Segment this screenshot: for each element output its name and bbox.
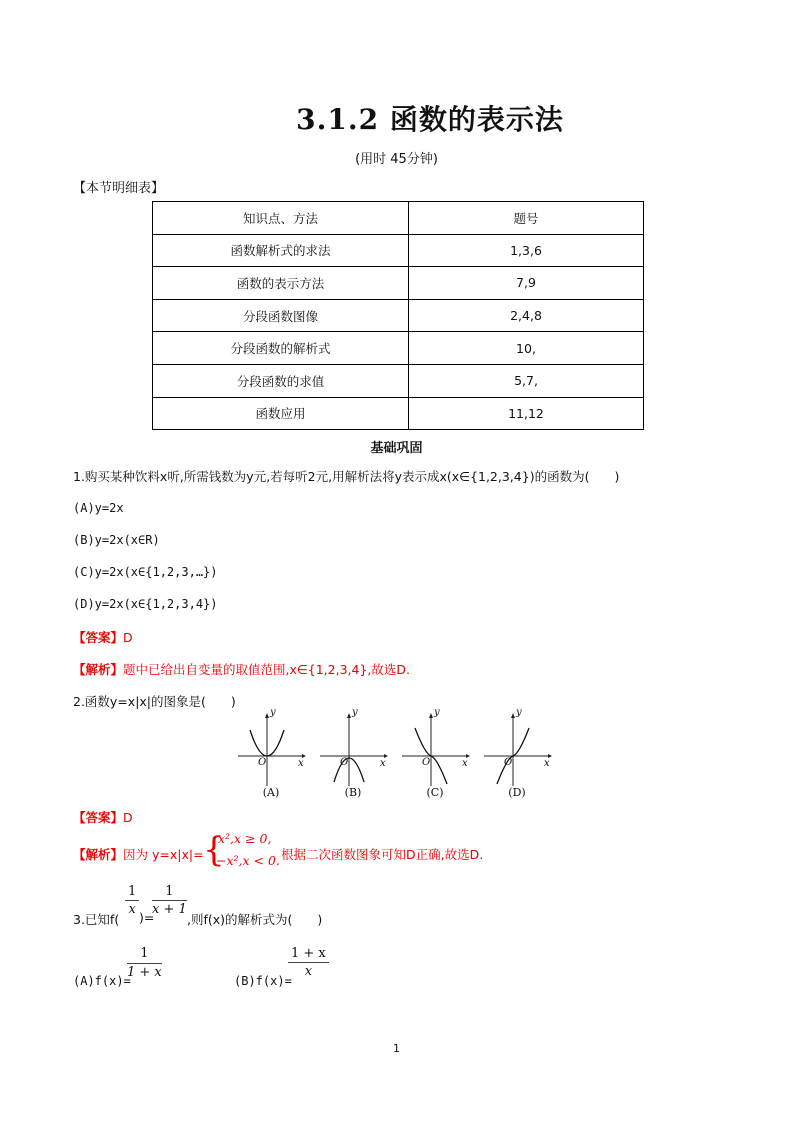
origin-label: O — [340, 757, 349, 768]
question-3-stem-pre: 3.已知f( — [73, 912, 120, 927]
question-1-answer — [73, 628, 133, 646]
table-row — [153, 397, 644, 430]
table-row — [153, 267, 644, 300]
axis-y-label: y — [434, 707, 440, 718]
table-cell: 分段函数的解析式 — [153, 332, 409, 365]
question-3-option-b-pre: (B)f(x)= — [234, 974, 292, 988]
question-2-answer — [73, 808, 133, 826]
piecewise-case-1: x²,x ≥ 0, — [218, 831, 272, 846]
table-cell: 7,9 — [409, 267, 644, 300]
table-cell: 分段函数图像 — [153, 299, 409, 332]
table-header-cell: 题号 — [409, 202, 644, 235]
axis-x-label: x — [380, 758, 386, 769]
table-row — [153, 332, 644, 365]
question-3-stem-post: ,则f(x)的解析式为( ) — [187, 912, 323, 927]
graph-label: (C) — [426, 786, 444, 799]
question-1-option-a: (A)y=2x — [73, 501, 124, 515]
graph-label: (A) — [262, 786, 280, 799]
graph-c — [400, 708, 470, 804]
question-3-stem-mid: )= — [139, 910, 155, 925]
table-cell: 分段函数的求值 — [153, 364, 409, 397]
table-row — [153, 364, 644, 397]
table-row — [153, 299, 644, 332]
answer-value: D — [123, 810, 133, 825]
detail-table — [152, 201, 644, 430]
table-header-cell: 知识点、方法 — [153, 202, 409, 235]
fraction-one-over-x: $\frac{1}{x}$ — [125, 884, 139, 918]
question-1-option-c: (C)y=2x(x∈{1,2,3,…}) — [73, 565, 218, 579]
detail-table-label: 【本节明细表】 — [73, 181, 165, 196]
graph-b — [318, 708, 388, 804]
page-number: 1 — [393, 1042, 400, 1055]
axis-x-label: x — [544, 758, 550, 769]
question-1-stem: 1.购买某种饮料x听,所需钱数为y元,若每听2元,用解析法将y表示成x(x∈{1,2,3,4})的函数为( ) — [73, 469, 620, 484]
origin-label: O — [504, 757, 513, 768]
question-3-option-a-pre: (A)f(x)= — [73, 974, 131, 988]
option-a-fraction: $\frac{1}{1 + x}$ — [127, 946, 162, 980]
question-1-option-b: (B)y=2x(x∈R) — [73, 533, 160, 547]
piecewise-case-2: −x²,x < 0. — [216, 853, 280, 868]
table-cell: 函数解析式的求法 — [153, 234, 409, 267]
table-cell: 1,3,6 — [409, 234, 644, 267]
section-heading: 基础巩固 — [370, 441, 423, 456]
table-row — [153, 234, 644, 267]
page-title: 3.1.2 函数的表示法 — [296, 103, 564, 136]
question-1-analysis — [73, 660, 410, 678]
answer-value: D — [123, 630, 133, 645]
origin-label: O — [258, 757, 267, 768]
analysis-text: 题中已给出自变量的取值范围,x∈{1,2,3,4},故选D. — [123, 662, 410, 677]
axis-y-label: y — [270, 707, 276, 718]
analysis-text-post: 根据二次函数图象可知D正确,故选D. — [281, 847, 484, 862]
axis-x-label: x — [298, 758, 304, 769]
analysis-text-pre: 因为 y=x|x|= — [123, 847, 204, 862]
table-cell: 5,7, — [409, 364, 644, 397]
time-limit: (用时 45分钟) — [355, 152, 438, 167]
table-cell: 函数的表示方法 — [153, 267, 409, 300]
analysis-label: 【解析】 — [73, 662, 124, 677]
origin-label: O — [422, 757, 431, 768]
answer-label: 【答案】 — [73, 630, 124, 645]
table-cell: 函数应用 — [153, 397, 409, 430]
graph-d — [482, 708, 552, 804]
question-2-stem: 2.函数y=x|x|的图象是( ) — [73, 694, 236, 709]
graph-label: (D) — [508, 786, 526, 799]
question-2-graphs — [236, 708, 556, 804]
axis-x-label: x — [462, 758, 468, 769]
table-cell: 2,4,8 — [409, 299, 644, 332]
table-cell: 11,12 — [409, 397, 644, 430]
table-cell: 10, — [409, 332, 644, 365]
piecewise-brace: { — [203, 830, 225, 870]
axis-y-label: y — [516, 707, 522, 718]
axis-y-label: y — [352, 707, 358, 718]
graph-label: (B) — [344, 786, 362, 799]
answer-label: 【答案】 — [73, 810, 124, 825]
option-b-fraction: $\frac{1 + x}{x}$ — [288, 946, 329, 980]
table-header-row — [153, 202, 644, 235]
question-2-analysis — [73, 845, 204, 863]
analysis-label: 【解析】 — [73, 847, 124, 862]
graph-a — [236, 708, 306, 804]
question-1-option-d: (D)y=2x(x∈{1,2,3,4}) — [73, 597, 218, 611]
fraction-one-over-x-plus-one: $\frac{1}{x + 1}$ — [152, 884, 187, 917]
